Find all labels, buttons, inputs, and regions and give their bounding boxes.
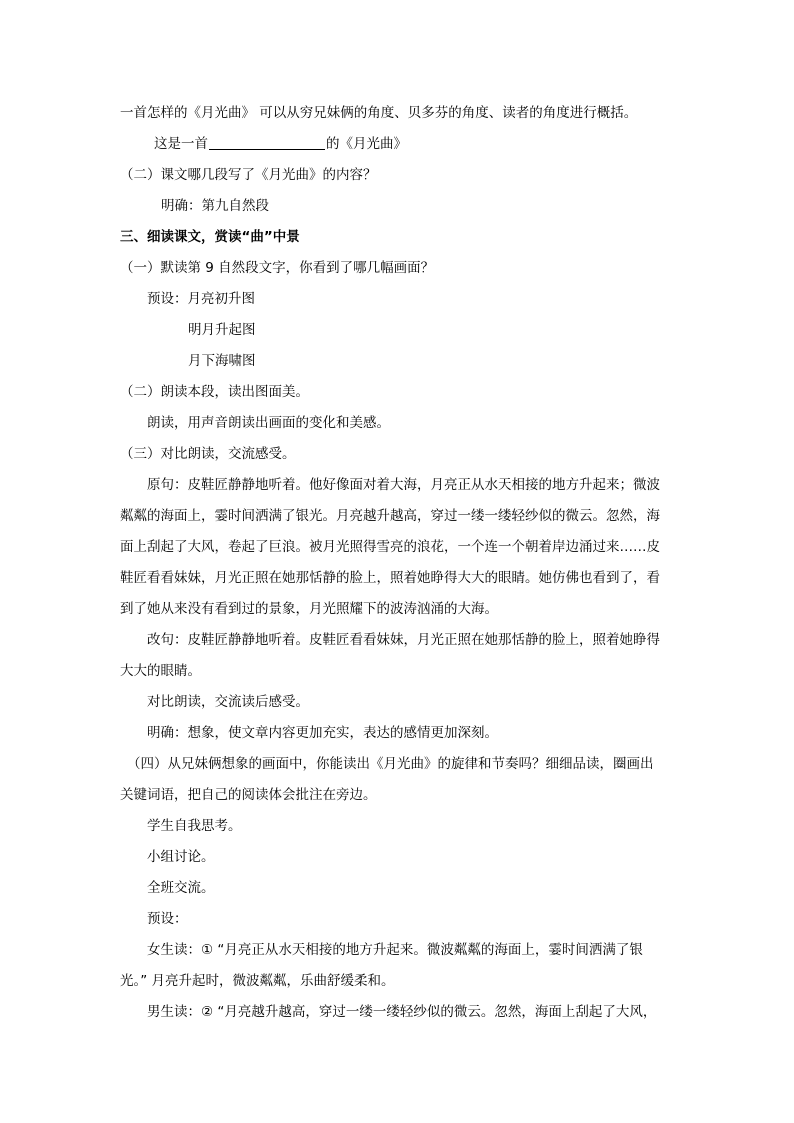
text-line: 全班交流。 xyxy=(147,880,215,896)
text-line: 学生自我思考。 xyxy=(147,818,242,834)
reading-line: 光。” 月亮升起时，微波粼粼，乐曲舒缓柔和。 xyxy=(120,973,395,989)
original-text-line: 到了她从来没有看到过的景象，月光照耀下的波涛汹涌的大海。 xyxy=(120,601,498,617)
section-question: （四）从兄妹俩想象的画面中，你能读出《月光曲》的旋律和节奏吗？细细品读，圈画出 xyxy=(127,756,654,772)
preset-item: 月下海啸图 xyxy=(188,353,256,369)
original-text-line: 面上刮起了大风，卷起了巨浪。被月光照得雪亮的浪花，一个连一个朝着岸边涌过来……皮 xyxy=(120,539,660,555)
preset-item: 明月升起图 xyxy=(188,322,256,338)
original-text-line: 鞋匠看看妹妹，月光正照在她那恬静的脸上，照着她睁得大大的眼睛。她仿佛也看到了，看 xyxy=(120,570,660,586)
sentence-start: 这是一首 xyxy=(154,136,208,152)
text-line: 小组讨论。 xyxy=(147,849,215,865)
section-question: （一）默读第 9 自然段文字，你看到了哪几幅画面？ xyxy=(120,260,435,276)
fill-in-sentence xyxy=(154,134,407,154)
preset-line: 预设：月亮初升图 xyxy=(147,291,255,307)
original-text-line: 原句：皮鞋匠静静地听着。他好像面对着大海，月亮正从水天相接的地方升起来；微波 xyxy=(147,477,660,493)
section-question: 关键词语，把自己的阅读体会批注在旁边。 xyxy=(120,787,377,803)
original-text-line: 粼粼的海面上，霎时间洒满了银光。月亮越升越高，穿过一缕一缕轻纱似的微云。忽然，海 xyxy=(120,508,660,524)
section-question: （三）对比朗读，交流感受。 xyxy=(120,446,296,462)
section-question: （二）课文哪几段写了《月光曲》的内容？ xyxy=(120,167,377,183)
reading-line: 女生读：① “月亮正从水天相接的地方升起来。微波粼粼的海面上，霎时间洒满了银 xyxy=(147,942,643,958)
preset-line: 预设： xyxy=(147,911,188,927)
section-question: （二）朗读本段，读出图面美。 xyxy=(120,384,309,400)
sentence-end: 的《月光曲》 xyxy=(326,136,407,152)
revised-text-line: 改句：皮鞋匠静静地听着。皮鞋匠看看妹妹，月光正照在她那恬静的脸上，照着她睁得 xyxy=(147,632,660,648)
reading-line: 男生读：② “月亮越升越高，穿过一缕一缕轻纱似的微云。忽然，海面上刮起了大风， xyxy=(147,1004,657,1020)
text-line: 一首怎样的《月光曲》 可以从穷兄妹俩的角度、贝多芬的角度、读者的角度进行概括。 xyxy=(120,105,638,121)
answer-line: 明确：第九自然段 xyxy=(161,198,269,214)
revised-text-line: 大大的眼睛。 xyxy=(120,663,201,679)
text-line: 对比朗读，交流读后感受。 xyxy=(147,694,309,710)
text-line: 朗读，用声音朗读出画面的变化和美感。 xyxy=(147,415,390,431)
fill-in-blank[interactable] xyxy=(209,135,325,150)
answer-line: 明确：想象，使文章内容更加充实，表达的感情更加深刻。 xyxy=(147,725,498,741)
section-heading: 三、细读课文，赏读“曲”中景 xyxy=(120,229,300,245)
